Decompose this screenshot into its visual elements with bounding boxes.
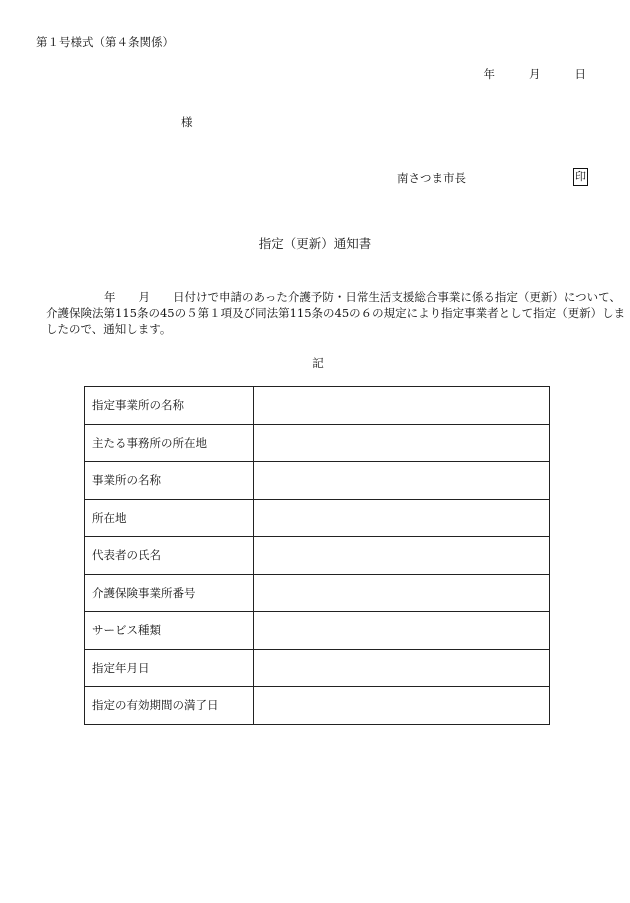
row-value[interactable] [254,649,550,687]
date-month-label: 月 [529,67,541,81]
row-value[interactable] [254,612,550,650]
table-row [85,387,550,425]
table-row [85,424,550,462]
table-row [85,537,550,575]
table-row [85,612,550,650]
body-line-3: したので、通知します。 [46,322,172,336]
row-value[interactable] [254,574,550,612]
row-value[interactable] [254,687,550,725]
form-number: 第１号様式（第４条関係） [36,35,174,49]
table-row [85,574,550,612]
designation-table [84,386,550,725]
row-label: 事業所の名称 [85,462,254,500]
table-row [85,499,550,537]
document-title: 指定（更新）通知書 [258,236,372,251]
row-value[interactable] [254,537,550,575]
body-line-2: 介護保険法第115条の45の５第１項及び同法第115条の45の６の規定により指定事業者として指定（更新）しま [46,306,626,320]
row-value[interactable] [254,424,550,462]
row-label: 指定事業所の名称 [85,387,254,425]
table-row [85,649,550,687]
row-value[interactable] [254,499,550,537]
row-label: 指定の有効期間の満了日 [85,687,254,725]
row-label: サービス種類 [85,612,254,650]
row-label: 介護保険事業所番号 [85,574,254,612]
body-line-1: 年 月 日付けで申請のあった介護予防・日常生活支援総合事業に係る指定（更新）について、 [104,290,621,304]
issuer-name: 南さつま市長 [397,171,466,185]
seal-box: 印 [573,168,588,186]
row-label: 主たる事務所の所在地 [85,424,254,462]
row-value[interactable] [254,387,550,425]
row-value[interactable] [254,462,550,500]
ki-heading: 記 [312,356,324,370]
table-row [85,462,550,500]
date-header [484,66,587,82]
row-label: 代表者の氏名 [85,537,254,575]
recipient-suffix: 様 [181,115,193,129]
date-year-label: 年 [483,67,495,81]
table-row [85,687,550,725]
date-day-label: 日 [574,67,586,81]
row-label: 所在地 [85,499,254,537]
row-label: 指定年月日 [85,649,254,687]
notice-body [46,289,626,337]
